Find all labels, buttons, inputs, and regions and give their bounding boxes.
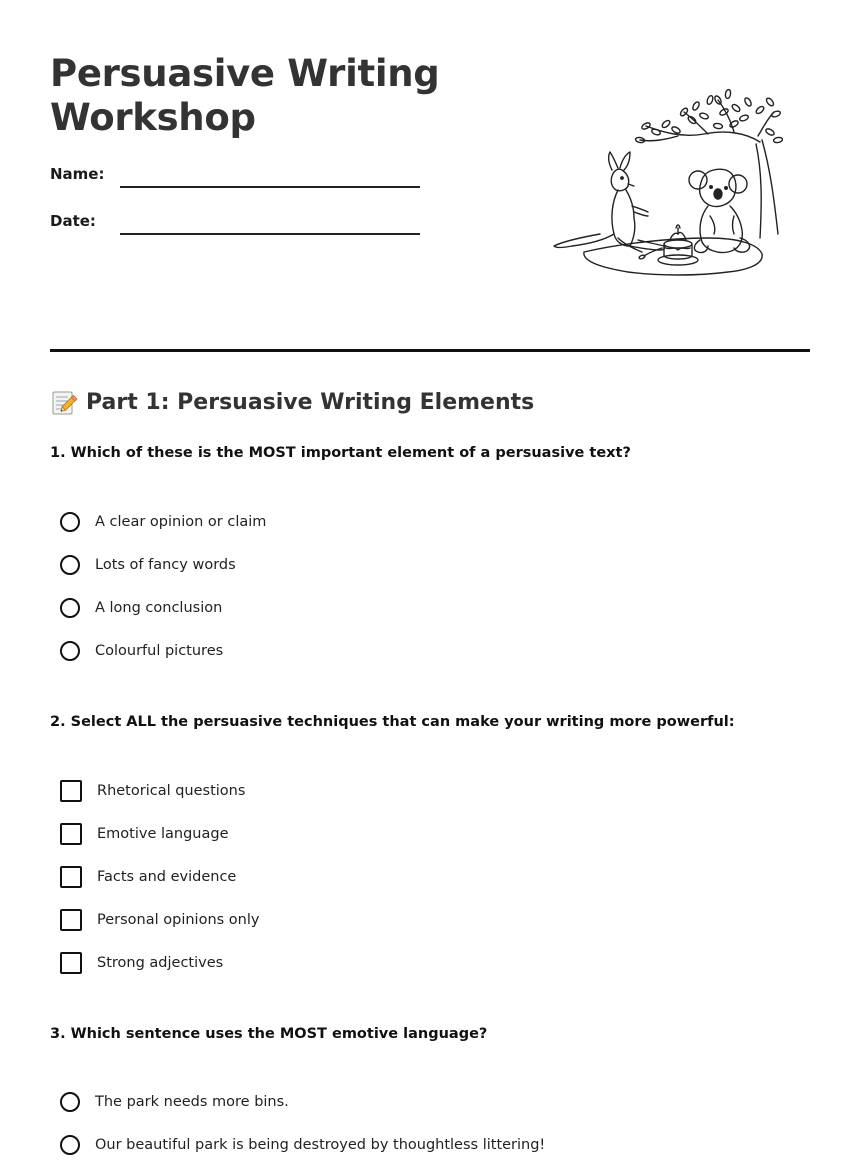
checkbox[interactable]: [60, 952, 82, 974]
question-1-option-2[interactable]: [60, 553, 236, 577]
option-label: Rhetorical questions: [97, 783, 246, 799]
checkbox[interactable]: [60, 780, 82, 802]
name-field[interactable]: [120, 186, 420, 188]
option-label: A clear opinion or claim: [95, 514, 267, 530]
radio-button[interactable]: [60, 555, 80, 575]
question-2-option-1[interactable]: [60, 779, 245, 803]
question-1: 1. Which of these is the MOST important element of a persuasive text?: [50, 445, 631, 461]
option-label: Personal opinions only: [97, 912, 260, 928]
tree-trunk: [762, 140, 778, 234]
date-field[interactable]: [120, 233, 420, 235]
date-label: Date:: [50, 212, 96, 230]
radio-button[interactable]: [60, 641, 80, 661]
option-label: Facts and evidence: [97, 869, 237, 885]
option-label: A long conclusion: [95, 600, 223, 616]
radio-button[interactable]: [60, 512, 80, 532]
memo-pencil-icon: [50, 389, 78, 417]
question-2-option-3[interactable]: [60, 865, 236, 889]
radio-button[interactable]: [60, 1135, 80, 1155]
option-label: Strong adjectives: [97, 955, 224, 971]
question-2-option-2[interactable]: [60, 822, 229, 846]
option-label: Our beautiful park is being destroyed by thoughtless littering!: [95, 1137, 546, 1153]
cake: [658, 225, 698, 265]
checkbox[interactable]: [60, 823, 82, 845]
tree-leaves: [635, 89, 783, 143]
option-label: The park needs more bins.: [95, 1094, 289, 1110]
page-title: Persuasive Writing Workshop: [50, 52, 440, 139]
section-title: [50, 387, 534, 419]
question-2-option-5[interactable]: [60, 951, 223, 975]
question-1-option-1[interactable]: [60, 510, 266, 534]
kangaroo-koala-picnic-illustration: [548, 88, 788, 284]
radio-button[interactable]: [60, 1092, 80, 1112]
section-title-text: Part 1: Persuasive Writing Elements: [86, 390, 535, 415]
question-1-option-3[interactable]: [60, 596, 222, 620]
question-1-option-4[interactable]: [60, 639, 223, 663]
checkbox[interactable]: [60, 866, 82, 888]
question-3-option-2[interactable]: [60, 1133, 545, 1157]
section-divider: [50, 349, 810, 352]
radio-button[interactable]: [60, 598, 80, 618]
question-2-option-4[interactable]: [60, 908, 259, 932]
koala: [689, 169, 750, 252]
kangaroo: [554, 152, 665, 252]
option-label: Colourful pictures: [95, 643, 224, 659]
question-3-option-1[interactable]: [60, 1090, 289, 1114]
checkbox[interactable]: [60, 909, 82, 931]
option-label: Emotive language: [97, 826, 229, 842]
name-label: Name:: [50, 165, 105, 183]
picnic-blanket: [584, 238, 762, 275]
question-3: 3. Which sentence uses the MOST emotive language?: [50, 1026, 488, 1042]
option-label: Lots of fancy words: [95, 557, 236, 573]
question-2: 2. Select ALL the persuasive techniques that can make your writing more powerful:: [50, 714, 735, 730]
